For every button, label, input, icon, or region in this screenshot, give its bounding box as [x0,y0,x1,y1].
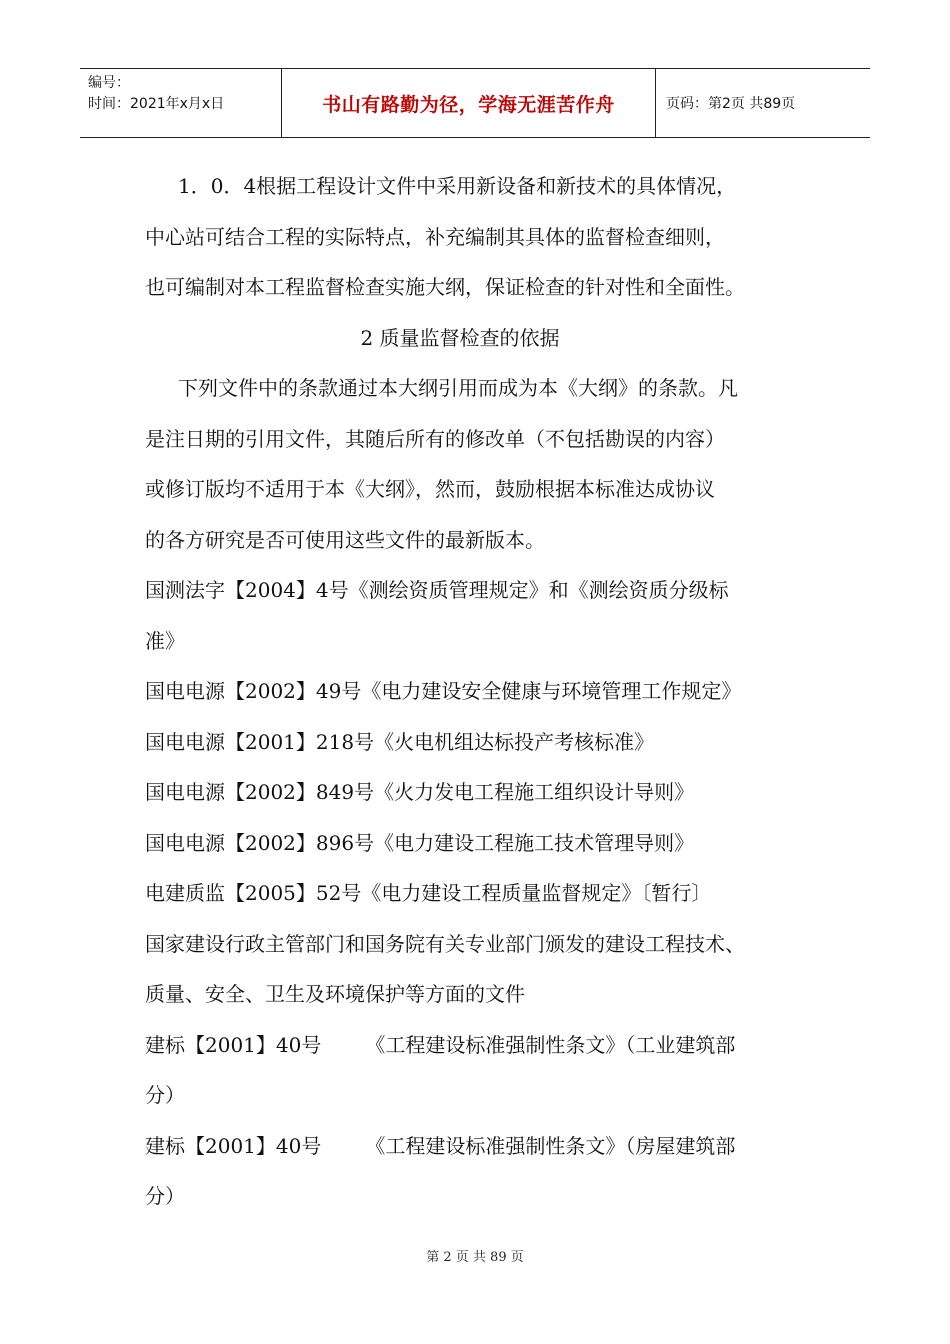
header-meta [80,69,282,137]
paragraph-line: 或修订版均不适用于本《大纲》，然而，鼓励根据本标准达成协议 [145,477,715,501]
reference-code: 建标【2001】40号 [145,1133,322,1158]
page-header [80,68,870,138]
reference-line: 国电电源【2002】49号《电力建设安全健康与环境管理工作规定》 [145,679,742,703]
reference-line: 分） [145,1184,185,1208]
paragraph-line: 中心站可结合工程的实际特点，补充编制其具体的监督检查细则， [145,224,725,249]
reference-line: 国电电源【2002】896号《电力建设工程施工技术管理导则》 [145,830,695,855]
reference-line: 质量、安全、卫生及环境保护等方面的文件 [145,982,525,1006]
paragraph-line: 1．0．4根据工程设计文件中采用新设备和新技术的具体情况， [178,174,737,198]
reference-line: 国家建设行政主管部门和国务院有关专业部门颁发的建设工程技术、 [145,931,745,956]
paragraph-line: 是注日期的引用文件，其随后所有的修改单（不包括勘误的内容） [145,426,725,451]
header-page-info: 页码：第2页 共89页 [666,96,796,112]
header-motto: 书山有路勤为径，学海无涯苦作舟 [282,69,656,137]
document-body [145,168,825,1229]
section-heading: 2 质量监督检查的依据 [360,325,560,350]
reference-code: 建标【2001】40号 [145,1032,322,1057]
paragraph-line: 也可编制对本工程监督检查实施大纲，保证检查的针对性和全面性。 [145,275,745,299]
reference-line: 国电电源【2001】218号《火电机组达标投产考核标准》 [145,729,655,754]
reference-title: 《工程建设标准强制性条文》（房屋建筑部 [365,1133,736,1158]
number-label: 编号： [88,75,130,91]
time-label: 时间：2021年x月x日 [88,96,225,112]
reference-title: 《工程建设标准强制性条文》（工业建筑部 [365,1032,736,1057]
page-footer: 第 2 页 共 89 页 [426,1250,524,1265]
reference-line [145,1128,825,1179]
reference-line: 电建质监【2005】52号《电力建设工程质量监督规定》〔暂行〕 [145,881,712,905]
paragraph-line: 下列文件中的条款通过本大纲引用而成为本《大纲》的条款。凡 [178,376,738,400]
reference-line: 准》 [145,628,185,653]
reference-line: 国电电源【2002】849号《火力发电工程施工组织设计导则》 [145,780,695,804]
reference-line [145,1027,825,1078]
reference-line: 分） [145,1083,185,1107]
reference-line: 国测法字【2004】4号《测绘资质管理规定》和《测绘资质分级标 [145,578,729,602]
paragraph-line: 的各方研究是否可使用这些文件的最新版本。 [145,527,545,552]
